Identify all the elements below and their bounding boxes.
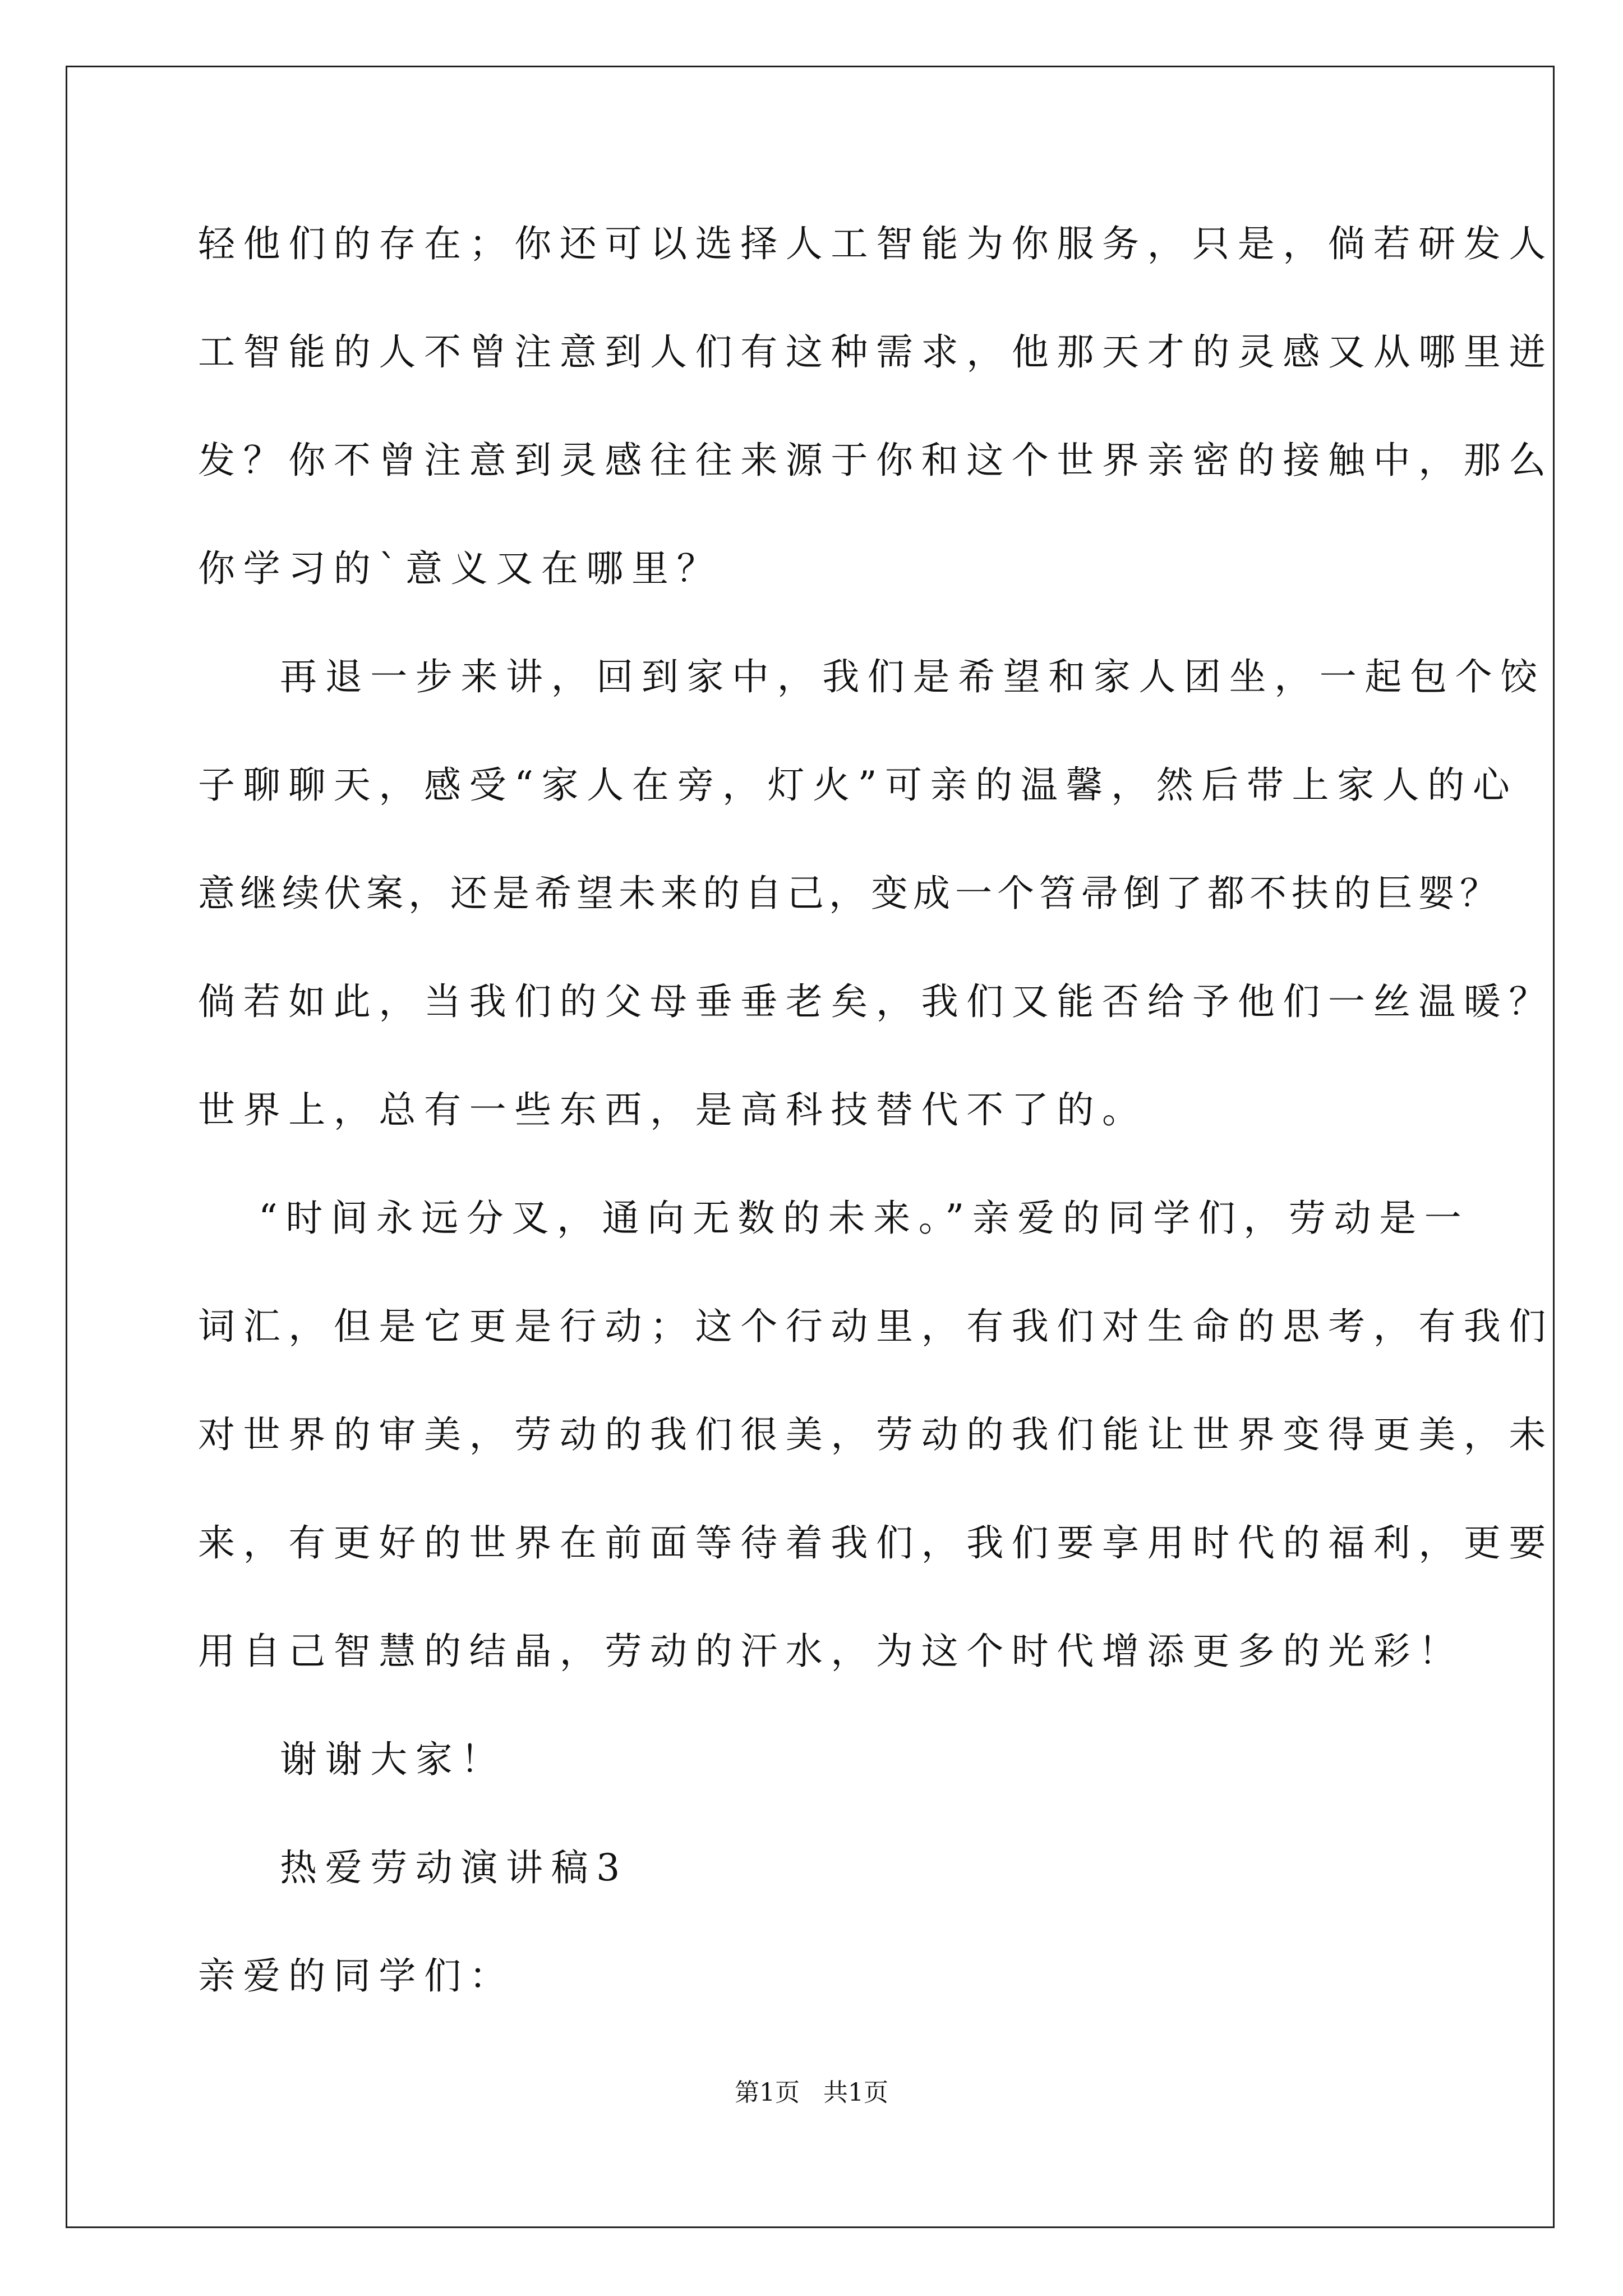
paragraph-line: 对世界的审美，劳动的我们很美，劳动的我们能让世界变得更美，未 [198, 1413, 1554, 1456]
paragraph-line: 意继续伏案，还是希望未来的自己，变成一个笤帚倒了都不扶的巨婴？ [198, 872, 1502, 915]
page-border [66, 66, 1555, 2228]
paragraph-line: 词汇，但是它更是行动；这个行动里，有我们对生命的思考，有我们 [198, 1305, 1554, 1348]
paragraph-line: 工智能的人不曾注意到人们有这种需求，他那天才的灵感又从哪里迸 [198, 330, 1554, 374]
paragraph-line: 来，有更好的世界在前面等待着我们，我们要享用时代的福利，更要 [198, 1521, 1554, 1565]
paragraph-line: 你学习的`意义又在哪里？ [198, 547, 722, 590]
paragraph-line: 世界上，总有一些东西，是高科技替代不了的。 [198, 1088, 1147, 1131]
paragraph-line: 发？你不曾注意到灵感往往来源于你和这个世界亲密的接触中，那么 [198, 439, 1554, 482]
paragraph-line: “时间永远分叉，通向无数的未来。”亲爱的同学们，劳动是一 [259, 1197, 1470, 1240]
paragraph-line: 倘若如此，当我们的父母垂垂老矣，我们又能否给予他们一丝温暖？ [198, 980, 1554, 1023]
page-footer: 第1页 共1页 [735, 2078, 888, 2107]
paragraph-line: 用自己智慧的结晶，劳动的汗水，为这个时代增添更多的光彩！ [198, 1630, 1464, 1673]
closing-line: 谢谢大家！ [280, 1738, 506, 1781]
section-title: 热爱劳动演讲稿3 [280, 1846, 628, 1889]
salutation: 亲爱的同学们： [198, 1954, 515, 1998]
paragraph-line: 子聊聊天，感受“家人在旁，灯火”可亲的温馨，然后带上家人的心 [198, 763, 1518, 807]
paragraph-line: 再退一步来讲，回到家中，我们是希望和家人团坐，一起包个饺 [280, 655, 1546, 698]
paragraph-line: 轻他们的存在；你还可以选择人工智能为你服务，只是，倘若研发人 [198, 222, 1554, 265]
